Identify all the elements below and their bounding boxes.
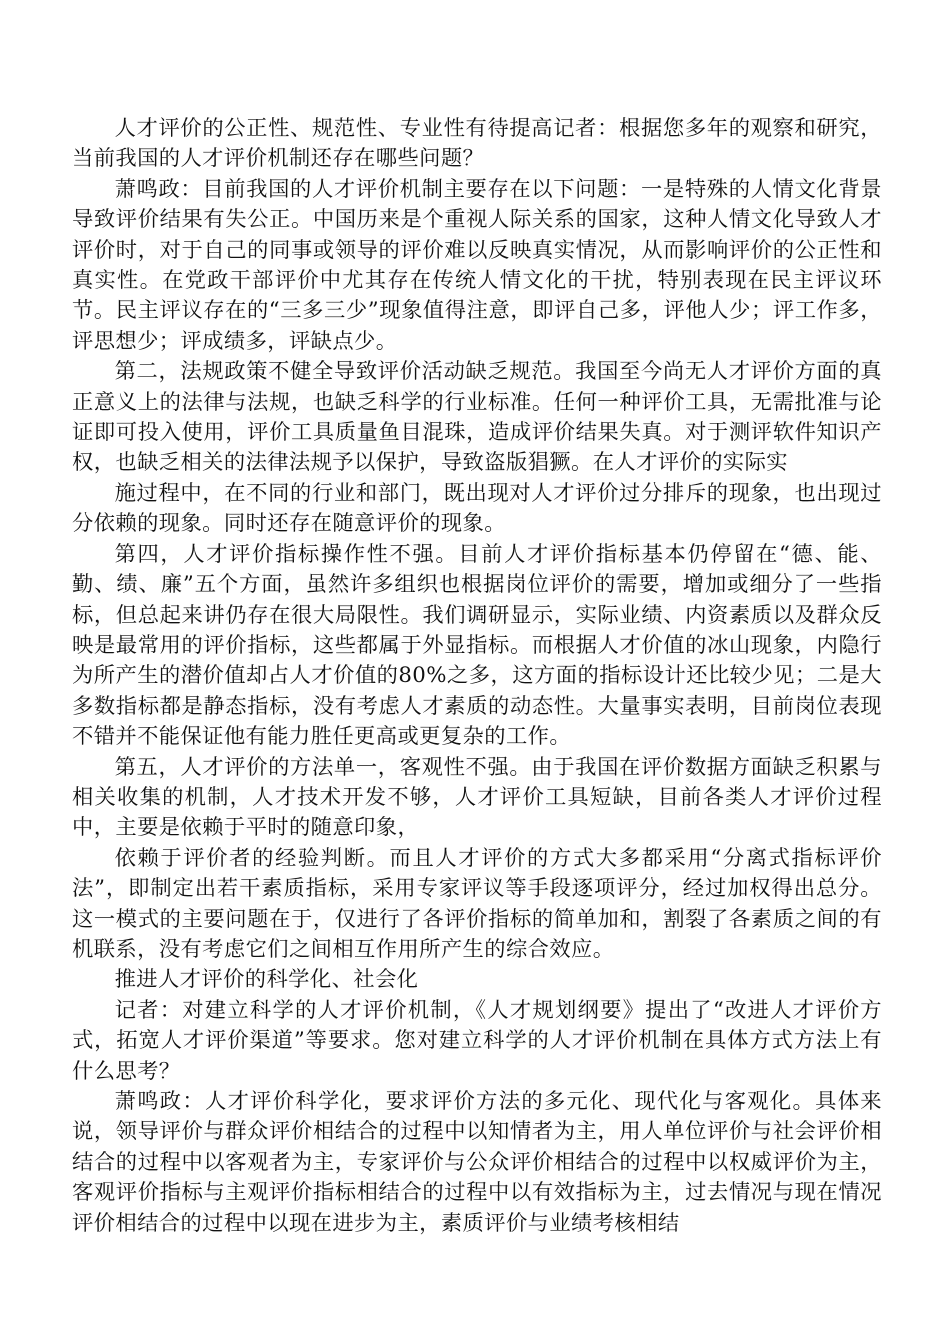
paragraph: 第五，人才评价的方法单一，客观性不强。由于我国在评价数据方面缺乏积累与相关收集的机制，人才技术开发不够，人才评价工具短缺，目前各类人才评价过程中，主要是依赖于平时的随意印象， xyxy=(72,754,882,841)
paragraph: 施过程中，在不同的行业和部门，既出现对人才评价过分排斥的现象，也出现过分依赖的现象。同时还存在随意评价的现象。 xyxy=(72,480,882,537)
section-heading: 推进人才评价的科学化、社会化 xyxy=(114,967,419,993)
paragraph: 萧鸣政：目前我国的人才评价机制主要存在以下问题：一是特殊的人情文化背景导致评价结果有失公正。中国历来是个重视人际关系的国家，这种人情文化导致人才评价时，对于自己的同事或领导的评价难以反映真实情况，从而影响评价的公正性和真实性。在党政干部评价中尤其存在传统人情文化的干扰，特别表现在民主评议环节。民主评议存在的“三多三少”现象值得注意，即评自己多，评他人少；评工作多，评思想少；评成绩多，评缺点少。 xyxy=(72,176,882,354)
document-body xyxy=(72,114,882,1239)
paragraph: 萧鸣政：人才评价科学化，要求评价方法的多元化、现代化与客观化。具体来说，领导评价与群众评价相结合的过程中以知情者为主，用人单位评价与社会评价相结合的过程中以客观者为主，专家评价与公众评价相结合的过程中以权威评价为主，客观评价指标与主观评价指标相结合的过程中以有效指标为主，过去情况与现在情况评价相结合的过程中以现在进步为主，素质评价与业绩考核相结 xyxy=(72,1089,882,1236)
paragraph: 依赖于评价者的经验判断。而且人才评价的方式大多都采用“分离式指标评价法”，即制定出若干素质指标，采用专家评议等手段逐项评分，经过加权得出总分。这一模式的主要问题在于，仅进行了各评价指标的简单加和，割裂了各素质之间的有机联系，没有考虑它们之间相互作用所产生的综合效应。 xyxy=(72,845,882,962)
paragraph: 第二，法规政策不健全导致评价活动缺乏规范。我国至今尚无人才评价方面的真正意义上的法律与法规，也缺乏科学的行业标准。任何一种评价工具，无需批准与论证即可投入使用，评价工具质量鱼目混珠，造成评价结果失真。对于测评软件知识产权，也缺乏相关的法律法规予以保护，导致盗版猖獗。在人才评价的实际实 xyxy=(72,359,882,476)
paragraph: 记者：对建立科学的人才评价机制，《人才规划纲要》提出了“改进人才评价方式，拓宽人才评价渠道”等要求。您对建立科学的人才评价机制在具体方式方法上有什么思考？ xyxy=(72,997,882,1084)
paragraph: 人才评价的公正性、规范性、专业性有待提高记者：根据您多年的观察和研究，当前我国的人才评价机制还存在哪些问题？ xyxy=(72,116,882,172)
paragraph: 第四，人才评价指标操作性不强。目前人才评价指标基本仍停留在“德、能、勤、绩、廉”五个方面，虽然许多组织也根据岗位评价的需要，增加或细分了一些指标，但总起来讲仍存在很大局限性。我们调研显示，实际业绩、内资素质以及群众反映是最常用的评价指标，这些都属于外显指标。而根据人才价值的冰山现象，内隐行为所产生的潜价值却占人才价值的80%之多，这方面的指标设计还比较少见；二是大多数指标都是静态指标，没有考虑人才素质的动态性。大量事实表明，目前岗位表现不错并不能保证他有能力胜任更高或更复杂的工作。 xyxy=(72,541,882,750)
